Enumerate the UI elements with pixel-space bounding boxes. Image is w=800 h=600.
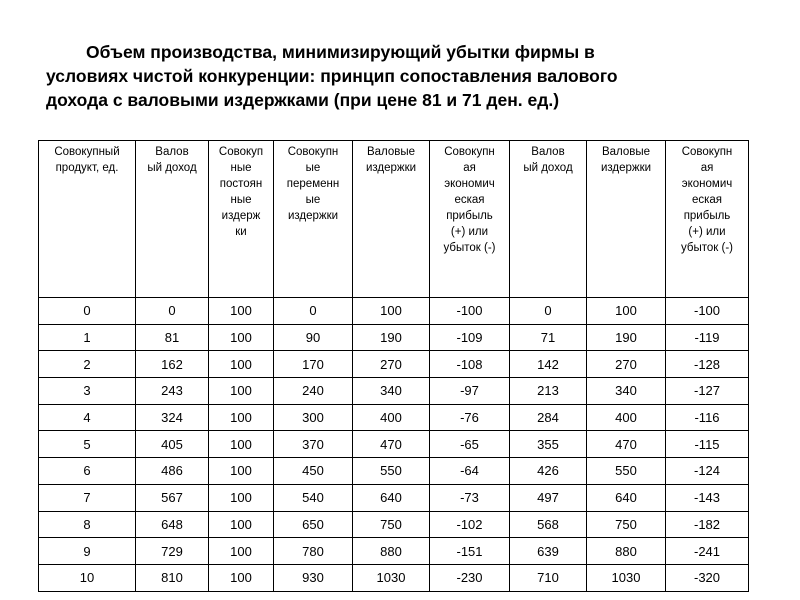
column-header [587,141,666,298]
table-cell: -182 [666,511,749,538]
column-header-line: издержки [365,162,417,174]
table-cell: -116 [666,404,749,431]
table-cell: -320 [666,564,749,591]
table-cell: -124 [666,458,749,485]
table-cell: 324 [136,404,209,431]
title-line-3: дохода с валовыми издержками (при цене 81 и 71 ден. ед.) [46,90,560,110]
table-cell: 2 [39,351,136,378]
column-header-line: ая [463,162,476,174]
table-row [39,351,749,378]
table-row [39,484,749,511]
table-cell: 1030 [353,564,430,591]
table-cell: 100 [209,511,274,538]
table-cell: 650 [274,511,353,538]
column-header-line: Валов [531,146,565,158]
table-cell: 190 [587,324,666,351]
table-cell: 750 [587,511,666,538]
column-header-line: ные [230,194,252,206]
table-row [39,404,749,431]
table-cell: -65 [430,431,510,458]
column-header-line: Совокупн [681,146,733,158]
table-cell: 540 [274,484,353,511]
column-header-line: издержки [287,210,339,222]
table-cell: 240 [274,378,353,405]
table-cell: 300 [274,404,353,431]
table-cell: -241 [666,538,749,565]
table-row [39,378,749,405]
table-cell: 100 [209,484,274,511]
column-header-line: (+) или [450,226,489,238]
table-cell: 190 [353,324,430,351]
table-cell: 930 [274,564,353,591]
table-cell: -151 [430,538,510,565]
table-cell: 71 [510,324,587,351]
table-cell: 10 [39,564,136,591]
table-cell: 100 [209,324,274,351]
table-cell: -108 [430,351,510,378]
table-cell: 470 [353,431,430,458]
table-cell: -128 [666,351,749,378]
column-header-line: Валовые [366,146,416,158]
table-row [39,458,749,485]
table-cell: 81 [136,324,209,351]
table-cell: 1 [39,324,136,351]
table-cell: 750 [353,511,430,538]
column-header [353,141,430,298]
column-header-line: переменн [286,178,340,190]
table-cell: 100 [209,538,274,565]
table-cell: 400 [353,404,430,431]
column-header-line: экономич [444,178,495,190]
table-cell: 710 [510,564,587,591]
column-header-line: убыток (-) [443,242,496,254]
title-line-1: Объем производства, минимизирующий убытки фирмы в [86,42,595,62]
table-row [39,511,749,538]
table-cell: 1030 [587,564,666,591]
table-cell: 162 [136,351,209,378]
title-line-2: условиях чистой конкуренции: принцип сопоставления валового [46,66,618,86]
table-cell: -100 [666,298,749,325]
header-row [39,141,749,298]
table-cell: 8 [39,511,136,538]
column-header-line: (+) или [688,226,726,238]
table-row [39,298,749,325]
table-cell: -100 [430,298,510,325]
column-header-line: ый доход [147,162,197,174]
table-cell: -143 [666,484,749,511]
table-cell: 470 [587,431,666,458]
table-cell: 6 [39,458,136,485]
table-cell: 550 [587,458,666,485]
table-cell: 810 [136,564,209,591]
column-header [136,141,209,298]
table-cell: 340 [353,378,430,405]
column-header-line: издерж [221,210,261,222]
column-header [430,141,510,298]
column-header-line: убыток (-) [681,242,733,254]
table-cell: 340 [587,378,666,405]
table-cell: -73 [430,484,510,511]
table-row [39,538,749,565]
table-row [39,431,749,458]
table-cell: 400 [587,404,666,431]
table-cell: 213 [510,378,587,405]
table-row [39,564,749,591]
column-header-line: еская [691,194,723,206]
table-cell: 4 [39,404,136,431]
table-cell: 405 [136,431,209,458]
table-cell: 100 [209,458,274,485]
column-header-line: продукт, ед. [55,162,119,174]
column-header-line: Совокупн [444,146,495,158]
table-cell: 729 [136,538,209,565]
table-cell: -119 [666,324,749,351]
table-cell: 640 [587,484,666,511]
column-header-line: Валовые [601,146,651,158]
column-header-line: прибыль [683,210,731,222]
column-header-line: прибыль [446,210,493,222]
table-cell: 648 [136,511,209,538]
table-cell: 568 [510,511,587,538]
table-cell: 497 [510,484,587,511]
table-cell: 370 [274,431,353,458]
table-cell: 100 [209,298,274,325]
column-header-line: ый доход [523,162,573,174]
table-cell: 426 [510,458,587,485]
table-cell: -76 [430,404,510,431]
table-cell: -115 [666,431,749,458]
column-header-line: Совокупный [54,146,120,158]
column-header-line: ые [305,162,321,174]
table-cell: 100 [353,298,430,325]
column-header [209,141,274,298]
column-header-line: ные [230,162,252,174]
column-header-line: экономич [681,178,733,190]
column-header-line: ая [700,162,714,174]
column-header [274,141,353,298]
column-header-line: ые [305,194,321,206]
table-cell: -97 [430,378,510,405]
table-cell: 880 [353,538,430,565]
table-cell: 450 [274,458,353,485]
page-title [46,40,766,112]
table-cell: 7 [39,484,136,511]
table-cell: 142 [510,351,587,378]
column-header-line: издержки [600,162,652,174]
table-cell: 550 [353,458,430,485]
table-cell: 100 [209,564,274,591]
table-cell: 170 [274,351,353,378]
table-cell: 0 [274,298,353,325]
table-row [39,324,749,351]
table-cell: 100 [209,404,274,431]
table-cell: 270 [587,351,666,378]
table-cell: 780 [274,538,353,565]
table-cell: 0 [510,298,587,325]
column-header-line: Совокуп [218,146,264,158]
table-cell: 0 [39,298,136,325]
table-cell: 355 [510,431,587,458]
table-cell: 90 [274,324,353,351]
table-cell: -230 [430,564,510,591]
table-cell: -127 [666,378,749,405]
table-cell: 5 [39,431,136,458]
column-header-line: Валов [155,146,189,158]
table-cell: -109 [430,324,510,351]
table-cell: 880 [587,538,666,565]
table-cell: 3 [39,378,136,405]
column-header-line: Совокупн [287,146,339,158]
table-cell: -64 [430,458,510,485]
table-cell: 284 [510,404,587,431]
table-cell: 486 [136,458,209,485]
cost-revenue-table [38,140,749,592]
column-header-line: постоян [219,178,263,190]
table-cell: 639 [510,538,587,565]
column-header-line: еская [454,194,485,206]
table-cell: 243 [136,378,209,405]
table-cell: 567 [136,484,209,511]
table-cell: 100 [209,431,274,458]
table-cell: 0 [136,298,209,325]
column-header [510,141,587,298]
column-header [666,141,749,298]
table-cell: 100 [587,298,666,325]
table-cell: -102 [430,511,510,538]
column-header [39,141,136,298]
column-header-line: ки [235,226,247,238]
table-cell: 270 [353,351,430,378]
table-cell: 640 [353,484,430,511]
table-cell: 100 [209,378,274,405]
table-cell: 9 [39,538,136,565]
table-cell: 100 [209,351,274,378]
